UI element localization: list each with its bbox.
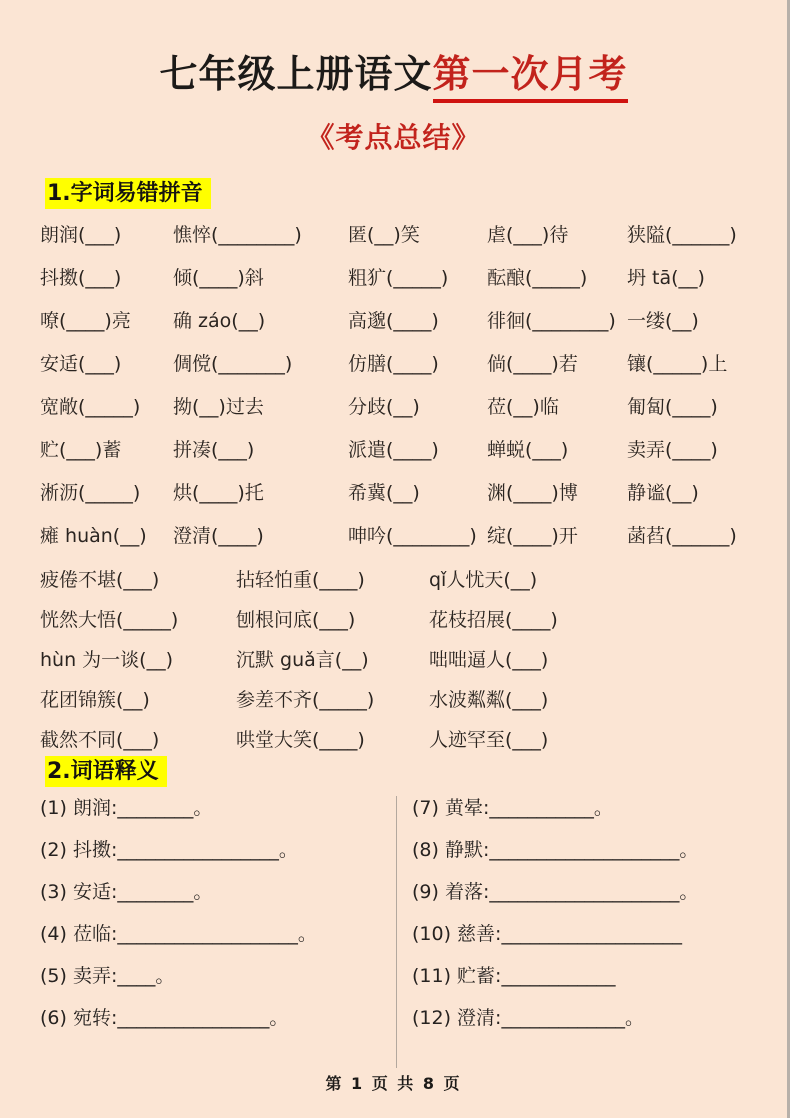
pinyin-blanks-grid	[40, 223, 787, 548]
pinyin-item: 虐(___)待	[487, 224, 569, 247]
pinyin-item: 倘(____)若	[487, 353, 578, 376]
definition-item: (4) 莅临:___________________。	[40, 922, 317, 945]
pinyin-item: 贮(___)蓄	[40, 439, 122, 462]
pinyin-item: 徘徊(________)	[487, 310, 616, 333]
definition-item: (8) 静默:____________________。	[412, 838, 699, 861]
definition-item: (11) 贮蓄:____________	[412, 964, 616, 987]
pinyin-item: 倜傥(_______)	[173, 353, 293, 376]
definition-item: (1) 朗润:________。	[40, 796, 213, 819]
definitions-right-column	[396, 796, 787, 1068]
definitions-left-column	[40, 796, 396, 1068]
pinyin-item: 仿膳(____)	[348, 353, 439, 376]
pinyin-item: 匍匐(____)	[627, 396, 718, 419]
page-subtitle: 《考点总结》	[306, 120, 481, 154]
idiom-item: 水波粼粼(___)	[429, 689, 549, 712]
idiom-item: 拈轻怕重(____)	[236, 569, 365, 592]
idiom-blanks-grid	[40, 568, 787, 752]
definition-item: (10) 慈善:___________________	[412, 922, 682, 945]
pinyin-item: 分歧(__)	[348, 396, 420, 419]
pinyin-item: 呻吟(________)	[348, 525, 477, 548]
pinyin-item: 狭隘(______)	[627, 224, 737, 247]
pinyin-item: 蝉蜕(___)	[487, 439, 569, 462]
idiom-item: 截然不同(___)	[40, 729, 160, 752]
idiom-item: 参差不齐(_____)	[236, 689, 375, 712]
pinyin-item: 淅沥(_____)	[40, 482, 141, 505]
idiom-item: 刨根问底(___)	[236, 609, 356, 632]
section2-heading	[45, 758, 787, 786]
pinyin-item: 嘹(____)亮	[40, 310, 131, 333]
pinyin-item: 高邈(____)	[348, 310, 439, 333]
title-main-text: 七年级上册语文	[159, 52, 433, 96]
pinyin-item: 渊(____)博	[487, 482, 578, 505]
pinyin-item: 烘(____)托	[173, 482, 264, 505]
definition-item: (7) 黄晕:___________。	[412, 796, 613, 819]
section2-heading-highlight: 2.词语释义	[45, 756, 167, 787]
pinyin-item: 安适(___)	[40, 353, 122, 376]
pinyin-item: 匿(__)笑	[348, 224, 420, 247]
idiom-item: 咄咄逼人(___)	[429, 649, 549, 672]
idiom-item: 恍然大悟(_____)	[40, 609, 179, 632]
definition-item: (2) 抖擞:_________________。	[40, 838, 298, 861]
idiom-item: qǐ人忧天(__)	[429, 569, 538, 592]
idiom-item: hùn 为一谈(__)	[40, 649, 173, 672]
pinyin-item: 镶(_____)上	[627, 353, 728, 376]
definition-item: (12) 澄清:_____________。	[412, 1006, 644, 1029]
pinyin-item: 瘫 huàn(__)	[40, 525, 147, 548]
pinyin-item: 抖擞(___)	[40, 267, 122, 290]
definition-item: (3) 安适:________。	[40, 880, 213, 903]
idiom-item: 花枝招展(____)	[429, 609, 558, 632]
pinyin-item: 朗润(___)	[40, 224, 122, 247]
page-title	[0, 52, 787, 98]
pinyin-item: 一缕(__)	[627, 310, 699, 333]
section1-heading-highlight: 1.字词易错拼音	[45, 178, 211, 209]
pinyin-item: 酝酿(_____)	[487, 267, 588, 290]
idiom-item: 花团锦簇(__)	[40, 689, 150, 712]
definition-item: (9) 着落:____________________。	[412, 880, 699, 903]
page-number: 第 1 页 共 8 页	[325, 1074, 462, 1093]
pinyin-item: 静谧(__)	[627, 482, 699, 505]
pinyin-item: 坍 tā(__)	[627, 267, 705, 290]
idiom-item: 哄堂大笑(____)	[236, 729, 365, 752]
pinyin-item: 卖弄(____)	[627, 439, 718, 462]
pinyin-item: 拼凑(___)	[173, 439, 255, 462]
pinyin-item: 倾(____)斜	[173, 267, 264, 290]
pinyin-item: 派遣(____)	[348, 439, 439, 462]
section1-heading	[45, 180, 787, 208]
title-red-underlined-text: 第一次月考	[433, 52, 628, 103]
pinyin-item: 拗(__)过去	[173, 396, 264, 419]
idiom-item: 沉默 guǎ言(__)	[236, 649, 369, 672]
idiom-item: 疲倦不堪(___)	[40, 569, 160, 592]
pinyin-item: 粗犷(_____)	[348, 267, 449, 290]
pinyin-item: 憔悴(________)	[173, 224, 302, 247]
pinyin-item: 确 záo(__)	[173, 310, 266, 333]
definition-item: (6) 宛转:________________。	[40, 1006, 289, 1029]
pinyin-item: 希冀(__)	[348, 482, 420, 505]
idiom-item: 人迹罕至(___)	[429, 729, 549, 752]
pinyin-item: 莅(__)临	[487, 396, 559, 419]
pinyin-item: 菡萏(______)	[627, 525, 737, 548]
pinyin-item: 绽(____)开	[487, 525, 578, 548]
pinyin-item: 澄清(____)	[173, 525, 264, 548]
definition-item: (5) 卖弄:____。	[40, 964, 175, 987]
definitions-area	[40, 796, 787, 1068]
pinyin-item: 宽敞(_____)	[40, 396, 141, 419]
